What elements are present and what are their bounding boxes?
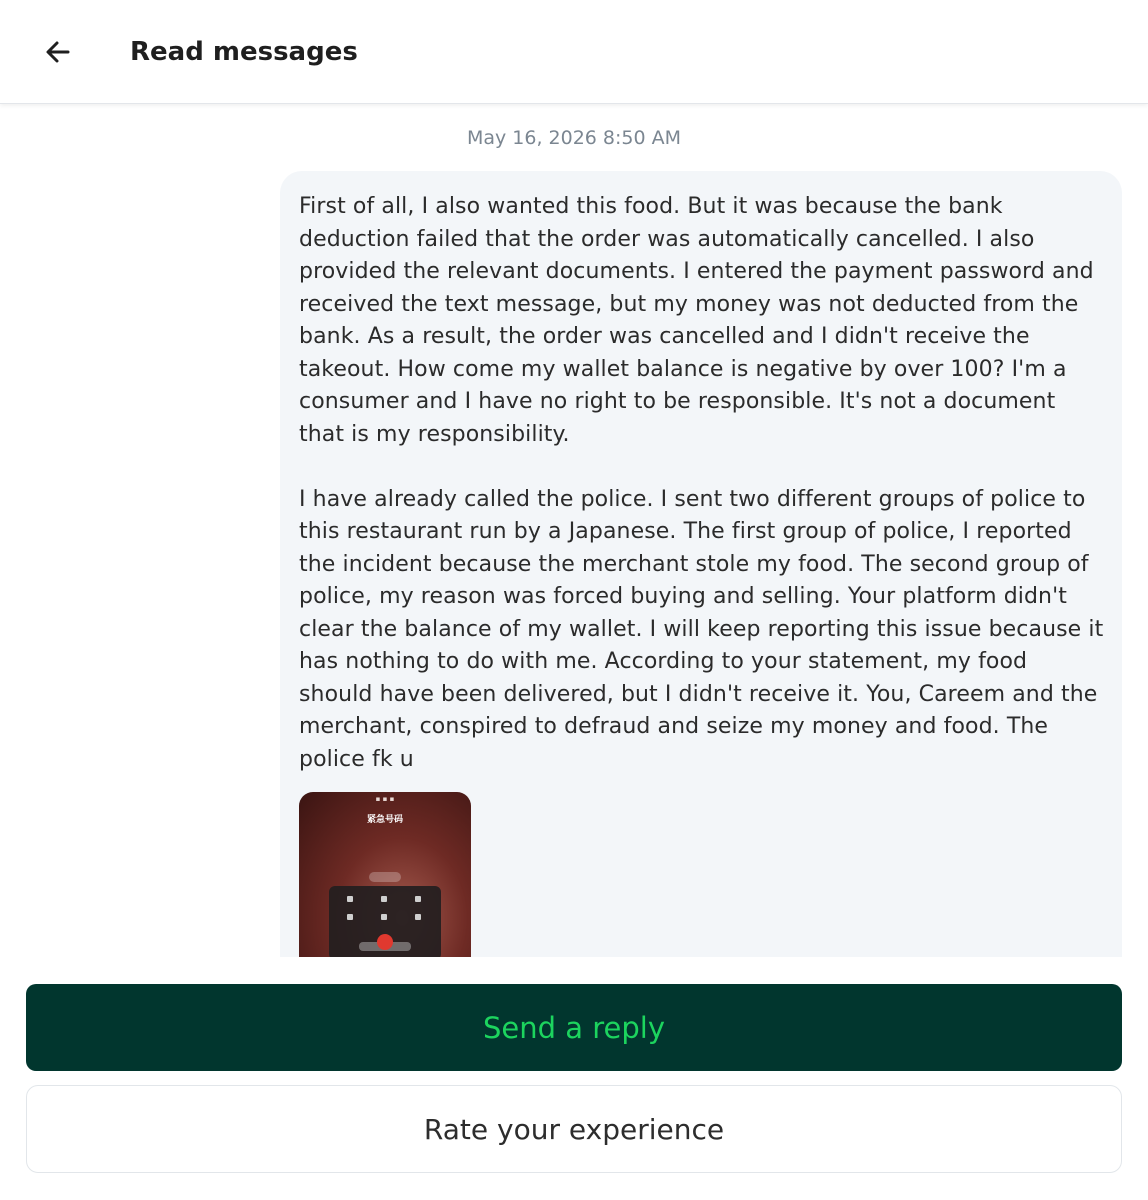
send-reply-button[interactable]	[26, 984, 1122, 1071]
attachment-end-call-icon	[377, 934, 393, 950]
rate-experience-label: Rate your experience	[423, 1112, 725, 1146]
message-timestamp: May 16, 2026 8:50 AM	[466, 127, 682, 149]
message-text: First of all, I also wanted this food. But it was because the bank deduction failed that the order was automatically cancelled. I also provided the relevant documents. I entered the payment password and received the text message, but my money was not deducted from the bank. As a result, the order was cancelled and I didn't receive the takeout. How come my wallet balance is negative by over 100? I'm a consumer and I have no right to be responsible. It's not a document that is my responsibility. I have already called the police. I sent two different groups of police to this restaurant run by a Japanese. The first group of police, I reported the incident because the merchant stole my food. The second group of police, my reason was forced buying and selling. Your platform didn't clear the balance of my wallet. I will keep reporting this issue because it has nothing to do with me. According to your statement, my food should have been delivered, but I didn't receive it. You, Careem and the merchant, conspired to defraud and seize my money and food. The police fk u	[299, 194, 1104, 772]
message-bubble	[280, 171, 1122, 957]
rate-experience-button[interactable]	[26, 1085, 1122, 1173]
send-reply-label: Send a reply	[482, 1010, 665, 1045]
attachment-pill	[369, 872, 401, 882]
back-button[interactable]	[34, 30, 82, 74]
attachment-title: 紧急号码	[366, 815, 403, 825]
attachment-status-bar: ▪ ▪ ▪	[375, 795, 395, 803]
arrow-left-icon	[42, 36, 74, 68]
image-attachment[interactable]	[299, 792, 471, 957]
top-app-bar	[0, 0, 1148, 104]
page-title: Read messages	[130, 37, 358, 67]
message-thread[interactable]	[0, 105, 1148, 957]
